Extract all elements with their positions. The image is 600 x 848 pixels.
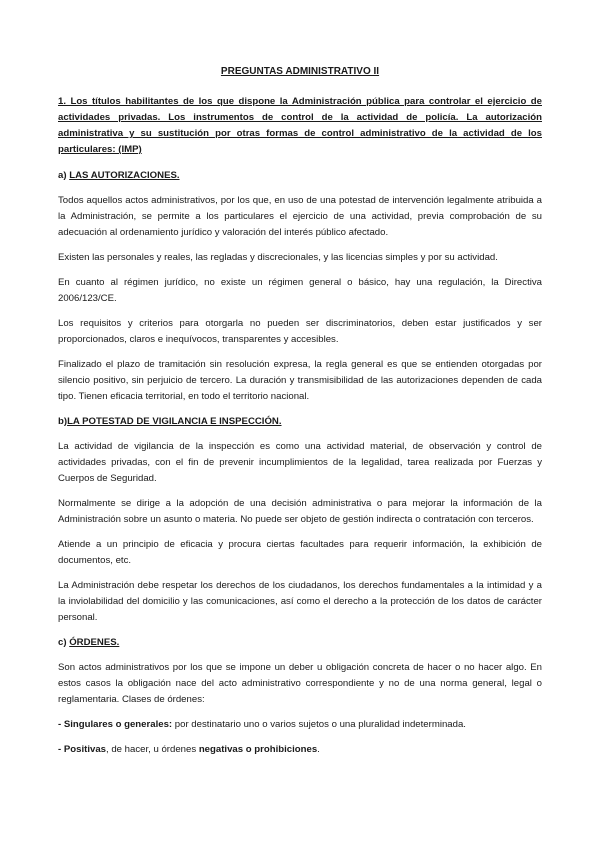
section-a-paragraph: Existen las personales y reales, las regladas y discrecionales, y las licencias simples y por su actividad.	[58, 252, 498, 263]
section-b-prefix: b)	[58, 416, 68, 427]
list-item-text: , de hacer, u órdenes	[106, 744, 199, 755]
document-title: PREGUNTAS ADMINISTRATIVO II	[220, 66, 380, 77]
list-item	[58, 717, 542, 733]
section-b-paragraph: Atiende a un principio de eficacia y procura ciertas facultades para requerir información, la exhibición de documentos, etc.	[58, 539, 542, 566]
section-a-paragraph: Finalizado el plazo de tramitación sin resolución expresa, la regla general es que se entienden otorgadas por silencio positivo, sin perjuicio de tercero. La duración y transmisibilidad de las autorizaciones dependen de cada tipo. Tienen eficacia territorial, en todo el territorio nacional.	[58, 359, 542, 402]
section-a-title: LAS AUTORIZACIONES.	[69, 170, 180, 181]
section-a-paragraph: Los requisitos y criterios para otorgarla no pueden ser discriminatorios, deben estar justificados y ser proporcionados, claros e inequívocos, transparentes y accesibles.	[58, 318, 542, 345]
section-c-prefix: c)	[58, 637, 67, 648]
section-b-paragraph: La actividad de vigilancia de la inspección es como una actividad material, de observación y control de actividades privadas, con el fin de prevenir incumplimientos de la legalidad, tarea realizada por Fuerzas y Cuerpos de Seguridad.	[58, 441, 542, 484]
question-1-heading: 1. Los títulos habilitantes de los que dispone la Administración pública para controlar el ejercicio de actividades privadas. Los instrumentos de control de la actividad de policía. La autorización administrativa y su sustitución por otras formas de control administrativo de la actividad de los particulares: (IMP)	[58, 96, 542, 155]
list-item-label: - Positivas	[58, 744, 106, 755]
section-a-prefix: a)	[58, 170, 67, 181]
section-a-paragraph: En cuanto al régimen jurídico, no existe un régimen general o básico, hay una regulación, la Directiva 2006/123/CE.	[58, 277, 542, 304]
list-item	[58, 742, 542, 758]
section-c-paragraph: Son actos administrativos por los que se impone un deber u obligación concreta de hacer o no hacer algo. En estos casos la obligación nace del acto administrativo correspondiente y no de una norma general, legal o reglamentaria. Clases de órdenes:	[58, 662, 542, 705]
section-c-heading	[58, 635, 542, 651]
list-item-end: .	[317, 744, 320, 755]
section-b-paragraph: La Administración debe respetar los derechos de los ciudadanos, los derechos fundamentales a la intimidad y a la inviolabilidad del domicilio y las comunicaciones, así como el derecho a la protección de los datos de carácter personal.	[58, 580, 542, 623]
section-b-paragraph: Normalmente se dirige a la adopción de una decisión administrativa o para mejorar la información de la Administración sobre un asunto o materia. No puede ser objeto de gestión indirecta o contratación con terceros.	[58, 498, 542, 525]
section-b-heading	[58, 414, 542, 430]
section-c-title: ÓRDENES.	[69, 637, 120, 648]
document-page	[58, 64, 542, 767]
section-a-paragraph: Todos aquellos actos administrativos, por los que, en uso de una potestad de intervención legalmente atribuida a la Administración, se permite a los particulares el ejercicio de una actividad, previa comprobación de su adecuación al ordenamiento jurídico y valoración del interés público afectado.	[58, 195, 542, 238]
section-b-title: LA POTESTAD DE VIGILANCIA E INSPECCIÓN.	[67, 416, 282, 427]
list-item-emphasis: negativas o prohibiciones	[198, 744, 318, 755]
section-a-heading	[58, 168, 542, 184]
list-item-text: por destinatario uno o varios sujetos o una pluralidad indeterminada.	[172, 719, 466, 730]
list-item-label: - Singulares o generales:	[58, 719, 173, 730]
